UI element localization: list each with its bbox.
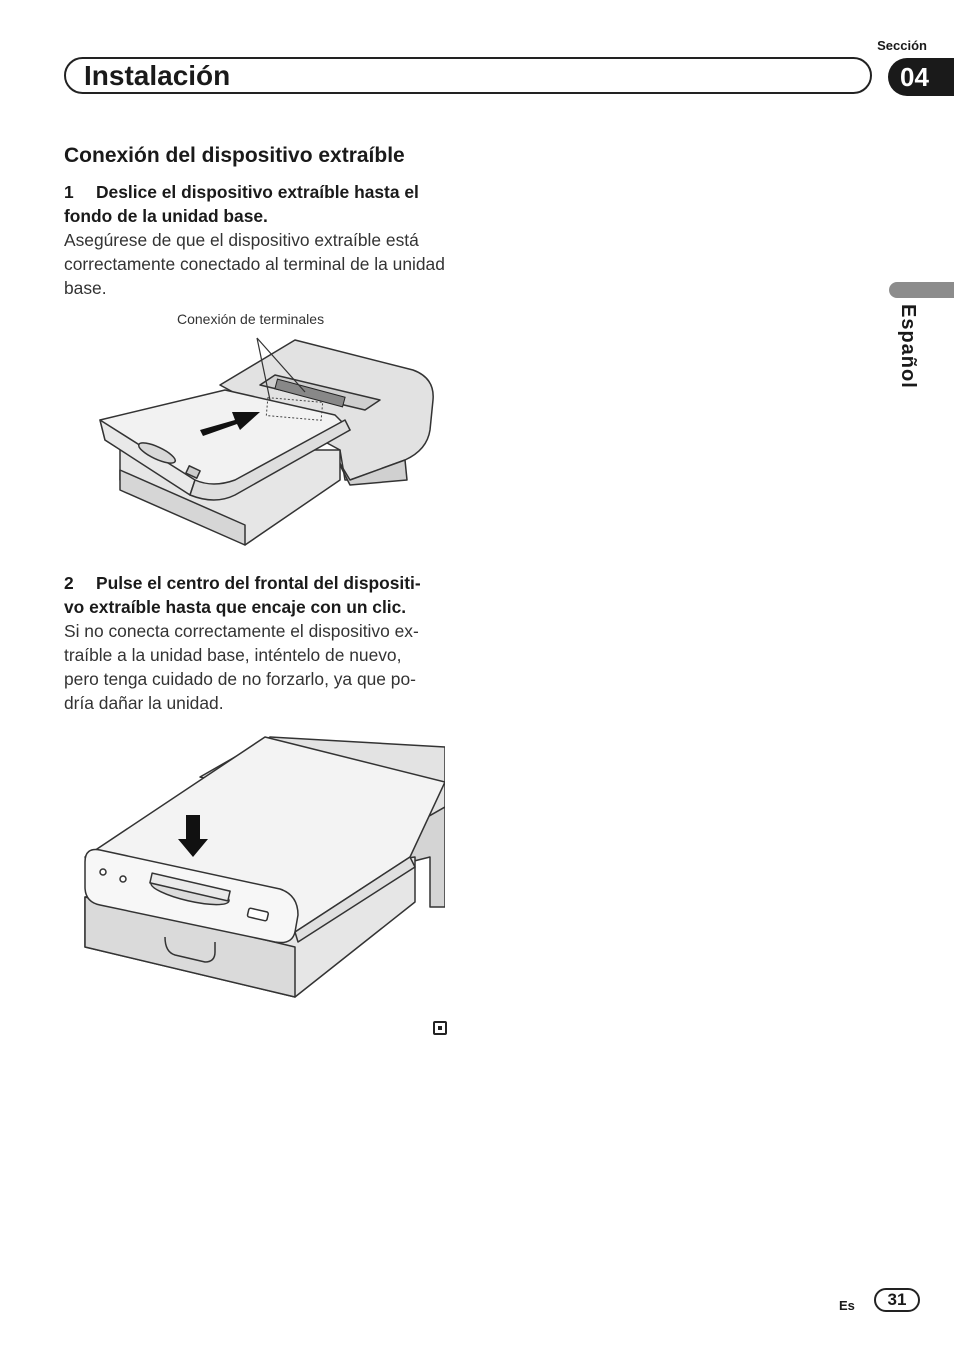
step-2-body-line3: pero tenga cuidado de no forzarlo, ya que po- bbox=[64, 669, 416, 689]
figure-1-device-slide-illustration bbox=[95, 330, 440, 550]
step-1-title bbox=[64, 180, 446, 228]
end-of-section-mark-icon bbox=[433, 1021, 447, 1035]
step-1-text: Deslice el dispositivo extraíble hasta el fondo de la unidad base. bbox=[64, 182, 419, 226]
figure-2-device-press-illustration bbox=[80, 727, 445, 1012]
step-2-body-line1: Si no conecta correctamente el dispositivo ex- bbox=[64, 621, 419, 641]
section-label: Sección bbox=[877, 38, 927, 53]
led-indicator-1 bbox=[100, 869, 106, 875]
step-2-number: 2 bbox=[64, 573, 74, 593]
page-title: Instalación bbox=[84, 60, 231, 91]
step-2-title bbox=[64, 571, 446, 619]
step-2-text-line2: vo extraíble hasta que encaje con un clic. bbox=[64, 597, 407, 617]
section-heading: Conexión del dispositivo extraíble bbox=[64, 144, 405, 167]
section-number-badge: 04 bbox=[888, 58, 954, 96]
step-2-text-line1: Pulse el centro del frontal del dispositi- bbox=[96, 573, 421, 593]
led-indicator-2 bbox=[120, 876, 126, 882]
step-1-body: Asegúrese de que el dispositivo extraíble está correctamente conectado al terminal de la unidad base. bbox=[64, 230, 445, 298]
figure-1-caption: Conexión de terminales bbox=[177, 311, 325, 327]
step-2-body-line2: traíble a la unidad base, inténtelo de nuevo, bbox=[64, 645, 402, 665]
step-1-number: 1 bbox=[64, 182, 74, 202]
page-number: 31 bbox=[874, 1288, 920, 1312]
step-2-body bbox=[64, 619, 449, 715]
step-2-body-line4: dría dañar la unidad. bbox=[64, 693, 224, 713]
footer-language-code: Es bbox=[839, 1298, 855, 1313]
language-tab bbox=[889, 282, 954, 298]
language-label: Español bbox=[897, 304, 919, 389]
